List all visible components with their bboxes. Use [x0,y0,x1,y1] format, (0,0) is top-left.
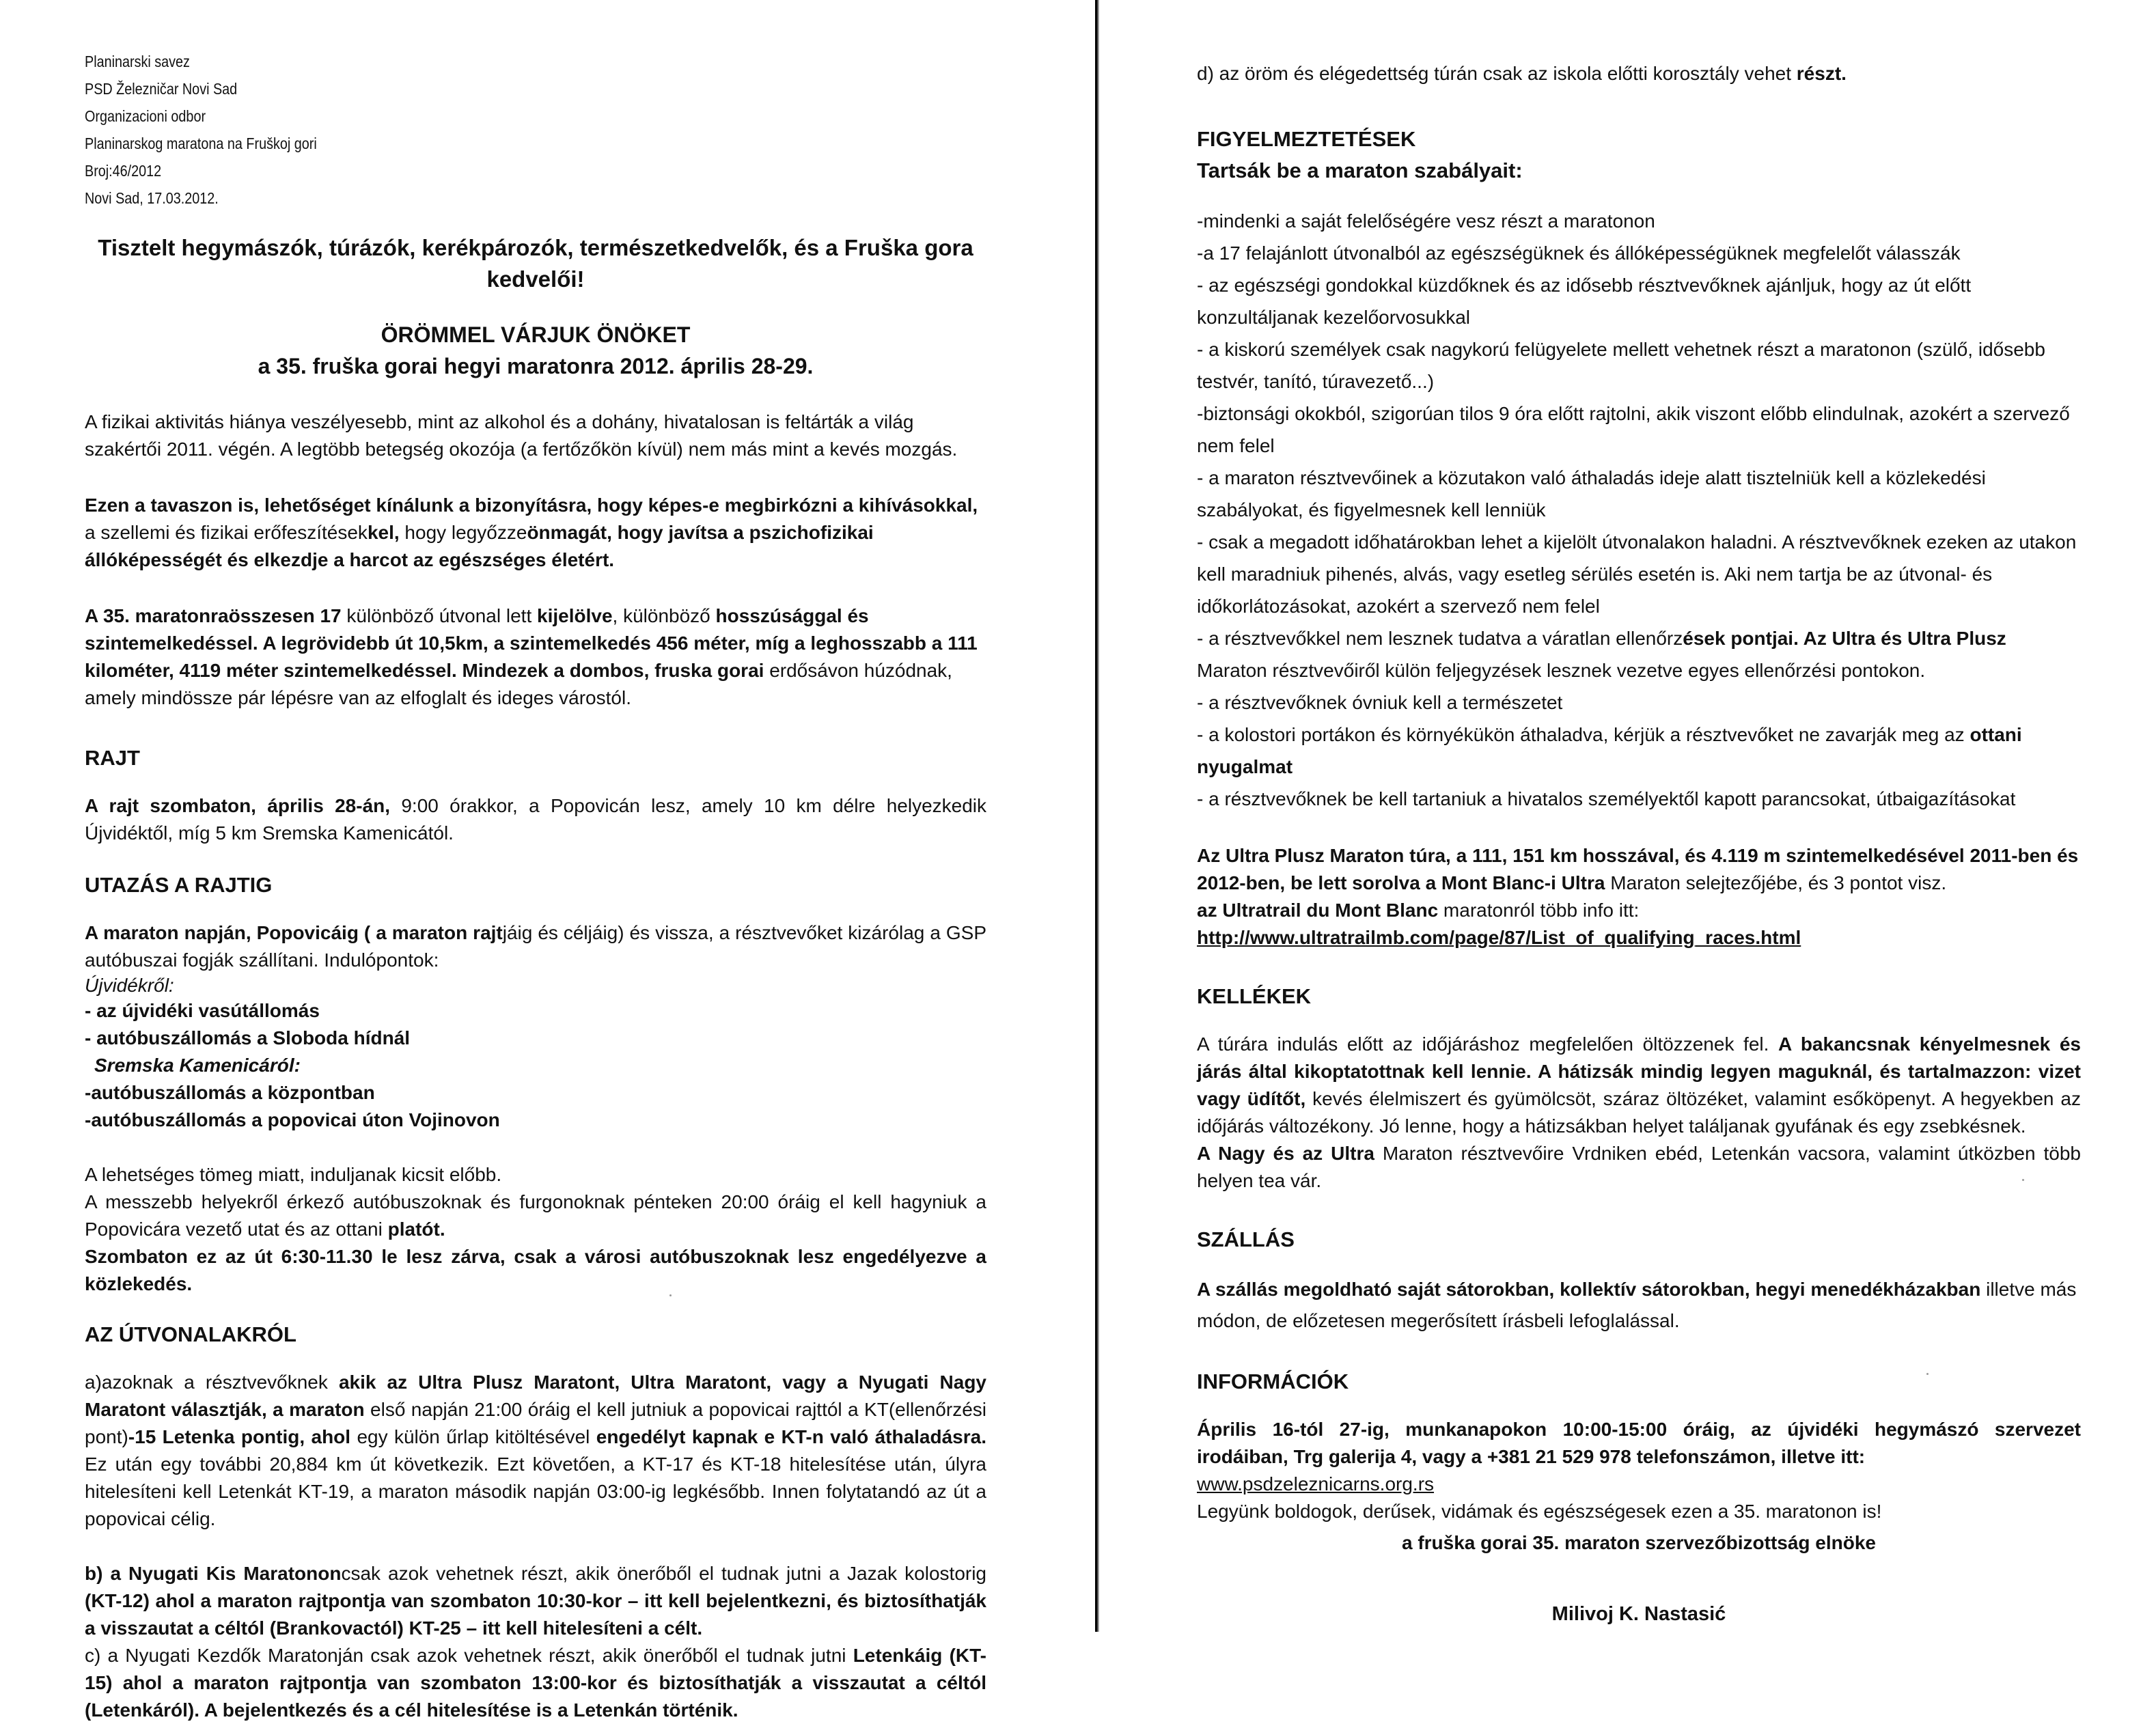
pickup-point: - autóbuszállomás a Sloboda hídnál [85,1027,411,1048]
letterhead-line: PSD Železničar Novi Sad [85,80,238,98]
warnings-subheading: Tartsák be a maraton szabályait: [1197,158,1523,182]
committee-line: a fruška gorai 35. maraton szervezőbizottság elnöke [1401,1532,1876,1553]
greeting: Tisztelt hegymászók, túrázók, kerékpározók, természetkedvelők, és a Fruška gora kedvelői! [98,235,973,292]
crowd-note: A lehetséges tömeg miatt, induljanak kicsit előbb. [85,1164,502,1185]
route-c-paragraph [85,1642,986,1724]
scan-speck [669,1294,672,1296]
text-run: A Nagy és az Ultra [1197,1143,1383,1164]
letterhead-line: Planinarski savez [85,53,190,70]
text-run: c) a Nyugati Kezdők Maratonján csak azok vehetnek részt, akik önerőből el tudnak jutni [85,1645,853,1666]
travel-heading: UTAZÁS A RAJTIG [85,873,273,897]
rule-item: -a 17 felajánlott útvonalból az egészségüknek és állóképességüknek megfelelőt válasszák [1197,242,1961,264]
route-b-paragraph [85,1560,986,1642]
rule-item: - a maraton résztvevőinek a közutakon való áthaladás ideje alatt tisztelniük kell a közlekedési szabályokat, és figyelmesnek kell lenniük [1197,467,1986,520]
text-run: hosszúsággal és szintemelkedéssel. A legrövidebb út 10,5km, a szintemelkedés 456 méter, míg a leghosszabb a 111 kilométer, 4119 méter szintemelkedéssel. Mindezek a dombos, fruska gorai [85,605,978,681]
intro-paragraph: A fizikai aktivitás hiánya veszélyesebb, mint az alkohol és a dohány, hivatalosan is feltárták a világ szakértői 2011. végén. A legtöbb betegség okozója (a fertőzőkön kívül) nem más mint a kevés mozgás. [85,411,958,460]
text-run: illetve más módon, de előzetesen megerősített írásbeli lefoglalással. [1197,1279,2077,1331]
text-run: kel, [367,522,405,543]
from-kamenica-label: Sremska Kamenicáról: [94,1055,301,1076]
text-run: A 35. maratonraösszesen 17 [85,605,347,626]
signature: Milivoj K. Nastasić [1551,1603,1726,1625]
text-run: A túrára indulás előtt az időjáráshoz megfelelően öltözzenek fel. [1197,1033,1779,1055]
info-heading: INFORMÁCIÓK [1197,1370,1349,1393]
equipment-heading: KELLÉKEK [1197,984,1312,1008]
text-run: első napján 21:00 óráig el kell jutniuk a popovicai rajttól a KT(ellenőrzési pont) [85,1399,986,1447]
text-run: egy külön űrlap kitöltésével [357,1426,596,1447]
rule-item [1197,622,2081,686]
accommodation-heading: SZÁLLÁS [1197,1227,1295,1251]
text-run: platót. [387,1219,445,1240]
text-run: Maraton résztvevőiről külön feljegyzések lesznek vezetve egyes ellenőrzési pontokon. [1197,660,1926,681]
text-run: - a kolostori portákon és környékükön áthaladva, kérjük a résztvevőket ne zavarják meg az [1197,724,1970,745]
text-run: -15 Letenka pontig, ahol [128,1426,357,1447]
closure-note: Szombaton ez az út 6:30-11.30 le lesz zárva, csak a városi autóbuszoknak lesz engedélyezve a közlekedés. [85,1246,986,1294]
vans-note [85,1188,986,1243]
title-subtitle: a 35. fruška gorai hegyi maratonra 2012. április 28-29. [258,354,814,378]
pickup-point: - az újvidéki vasútállomás [85,1000,320,1021]
right-page [1101,0,2156,1632]
text-run: A szállás megoldható saját sátorokban, kollektív sátorokban, hegyi menedékházakban [1197,1279,1987,1300]
text-run: ottani nyugalmat [1197,724,2022,777]
from-novisad-label: Újvidékről: [85,975,174,996]
info-paragraph: Április 16-tól 27-ig, munkanapokon 10:00-15:00 óráig, az újvidéki hegymászó szervezet irodáiban, Trg galerija 4, vagy a +381 21 529 978 telefonszámon, illetve itt: [1197,1419,2081,1467]
scan-speck [2022,1179,2024,1181]
text-run: erdősávon húzódnak, amely mindössze pár lépésre van az elfoglalt és ideges várostól. [85,660,952,708]
text-run: 9:00 órakkor, a Popovicán lesz, amely 10 km délre helyezkedik Újvidéktől, míg 5 km Sremska Kamenicától. [85,795,987,844]
rule-item: - a kiskorú személyek csak nagykorú felügyelete mellett vehetnek részt a maratonon (szülő, idősebb testvér, tanító, túravezető...) [1197,339,2045,392]
text-run: A maraton napján, Popovicáig ( a maraton rajt [85,922,503,943]
rule-item: - csak a megadott időhatárokban lehet a kijelölt útvonalakon haladni. A résztvevőknek ezeken az utakon kell maradniuk pihenés, alvás, vagy esetleg sérülés esetén is. Aki nem tartja be az útvonal- és időkorlátozásokat, azokért a szervező nem felel [1197,531,2077,617]
website-link[interactable]: www.psdzeleznicarns.org.rs [1197,1473,1435,1494]
text-run: csak azok vehetnek részt, akik önerőből el tudnak jutni a Jazak kolostorig [341,1563,987,1584]
rule-item: -biztonsági okokból, szigorúan tilos 9 óra előtt rajtolni, akik viszont előbb elindulnak, azokért a szervező nem felel [1197,403,2070,456]
text-run: ések pontjai. Az Ultra és Ultra Plusz [1683,628,2006,649]
rule-item: - a résztvevőknek óvniuk kell a természetet [1197,692,1563,713]
text-run: az [1197,900,1223,921]
text-run: kevés élelmiszert és gyümölcsöt, száraz öltözéket, valamint esőköpenyt. A hegyekben az időjárás változékony. Jó lenne, hogy a hátizsákban helyet találjanak gyufának és egy zsebkésnek. [1197,1088,2081,1137]
routes-heading: AZ ÚTVONALAKRÓL [85,1322,296,1346]
pickup-point: -autóbuszállomás a popovicai úton Vojinovon [85,1109,500,1130]
text-run: hogy legyőzze [404,522,527,543]
text-run: b) a Nyugati Kis Maratonon [85,1563,342,1584]
text-run: Ezen a tavaszon is, lehetőséget kínálunk a bizonyításra, hogy képes [85,495,703,516]
text-run: (KT-12) ahol a maraton rajtpontja van szombaton 10:30-kor – itt kell bejelentkezni, és biztosíthatják a visszautat a céltól (Brankovactól) KT-25 – itt kell hitelesíteni a célt. [85,1590,986,1639]
text-run: A bakancsnak kényelmesnek és járás által kikoptatottnak kell lennie. A hátizsák mindig legyen maguknál, és tartalmazzon: vizet vagy üdítőt, [1197,1033,2081,1109]
travel-paragraph [85,919,986,974]
text-run: részt. [1796,63,1847,84]
pickup-point: -autóbuszállomás a központban [85,1082,375,1103]
closing-line: Legyünk boldogok, derűsek, vidámak és egészségesek ezen a 35. maratonon is! [1197,1501,1882,1522]
text-run: - a résztvevőkkel nem lesznek tudatva a váratlan ellenőrz [1197,628,1683,649]
document-date: Novi Sad, 17.03.2012. [85,189,219,207]
accommodation-paragraph [1197,1274,2081,1337]
letterhead [85,48,986,212]
text-run: jáig és céljáig) és vissza, a résztvevőket kizárólag a GSP autóbuszai fogják szállítani. Indulópontok: [85,922,987,971]
rule-item: -mindenki a saját felelőségére vesz részt a maratonon [1197,210,1655,232]
text-run: Maraton selejtezőjébe, és 3 pontot visz. [1610,872,1947,893]
text-run: Az Ultra Plusz Maraton túra, a 111, 151 km hosszával, és 4.119 m szintemelkedésével 2011-ben és 2012-ben, be lett sorolva a Mont Blanc-i Ultra [1197,845,2079,893]
text-run: Maraton résztvevőire Vrdniken ebéd, Letenkán vacsora, valamint útközben több helyen tea vár. [1197,1143,2081,1191]
text-run: különböző útvonal lett [346,605,538,626]
text-run: engedélyt kapnak e KT-n való áthaladásra. [596,1426,986,1447]
routes-intro-paragraph [85,602,986,712]
ultra-paragraph [1197,842,2081,951]
text-run: A messzebb helyekről érkező autóbuszoknak és furgonoknak pénteken 20:00 óráig el kell hagyniuk a Popovicára vezető utat és az ottani [85,1191,986,1240]
text-run: Letenkáig (KT-15) ahol a maraton rajtpontja van szombaton 13:00-kor és biztosíthatják a visszautat a céltól (Letenkáról). A bejelentkezés és a cél hitelesítése is a Letenkán történik. [85,1645,987,1721]
text-run: önmagát, hogy javítsa a pszichofizikai állóképességét és elkezdje a harcot az egészséges életért. [85,522,874,570]
text-run: maratonról több info itt: [1438,900,1640,921]
text-run: A rajt szombaton, április 28-án, [85,795,402,816]
text-run: Ultratrail du Mont Blanc [1222,900,1439,921]
info-link-line [1197,1471,2081,1498]
route-d-paragraph [1197,60,2081,87]
text-run: Ez után egy további 20,884 km út következik. Ezt követően, a KT-17 és KT-18 hitelesítése után, úlyra hitelesíteni kell Letenkát KT-19, a maraton második napján 03:00-ig legkésőbb. Innen folytatandó az út a popovicai célig. [85,1454,986,1529]
text-run: a szellemi és fizikai erőfeszítések [85,522,368,543]
warnings-heading: FIGYELMEZTETÉSEK [1197,127,1416,151]
text-run: kijelölve [537,605,613,626]
rajt-paragraph [85,792,986,847]
route-a-paragraph [85,1369,986,1533]
letterhead-line: Organizacioni odbor [85,107,206,125]
rule-item: - a résztvevőknek be kell tartaniuk a hivatalos személyektől kapott parancsokat, útbaigazításokat [1197,788,2016,809]
page-divider [1095,0,1099,1632]
text-run: a)azoknak a résztvevőknek [85,1372,339,1393]
ultratrail-link[interactable]: http://www.ultratrailmb.com/page/87/List_of_qualifying_races.html [1197,927,1801,948]
title-main: ÖRÖMMEL VÁRJUK ÖNÖKET [381,322,691,347]
rules-list [1197,205,2081,815]
text-run: -e megbirkózni a kihívásokkal, [702,495,978,516]
challenge-paragraph [85,492,986,574]
text-run: d) az öröm és elégedettség túrán csak az iskola előtti korosztály vehet [1197,63,1797,84]
document-number: Broj:46/2012 [85,162,162,180]
text-run: akik az Ultra Plusz Maratont, Ultra Maratont, vagy a Nyugati Nagy Maratont választják, a maraton [85,1372,987,1420]
rule-item [1197,719,2081,783]
letterhead-line: Planinarskog maratona na Fruškoj gori [85,135,317,152]
text-run: , különböző [612,605,716,626]
scan-speck [1926,1373,1929,1375]
rule-item: - az egészségi gondokkal küzdőknek és az idősebb résztvevőknek ajánljuk, hogy az út előtt konzultáljanak kezelőorvosukkal [1197,275,1972,328]
rajt-heading: RAJT [85,746,140,770]
equipment-paragraph [1197,1031,2081,1195]
